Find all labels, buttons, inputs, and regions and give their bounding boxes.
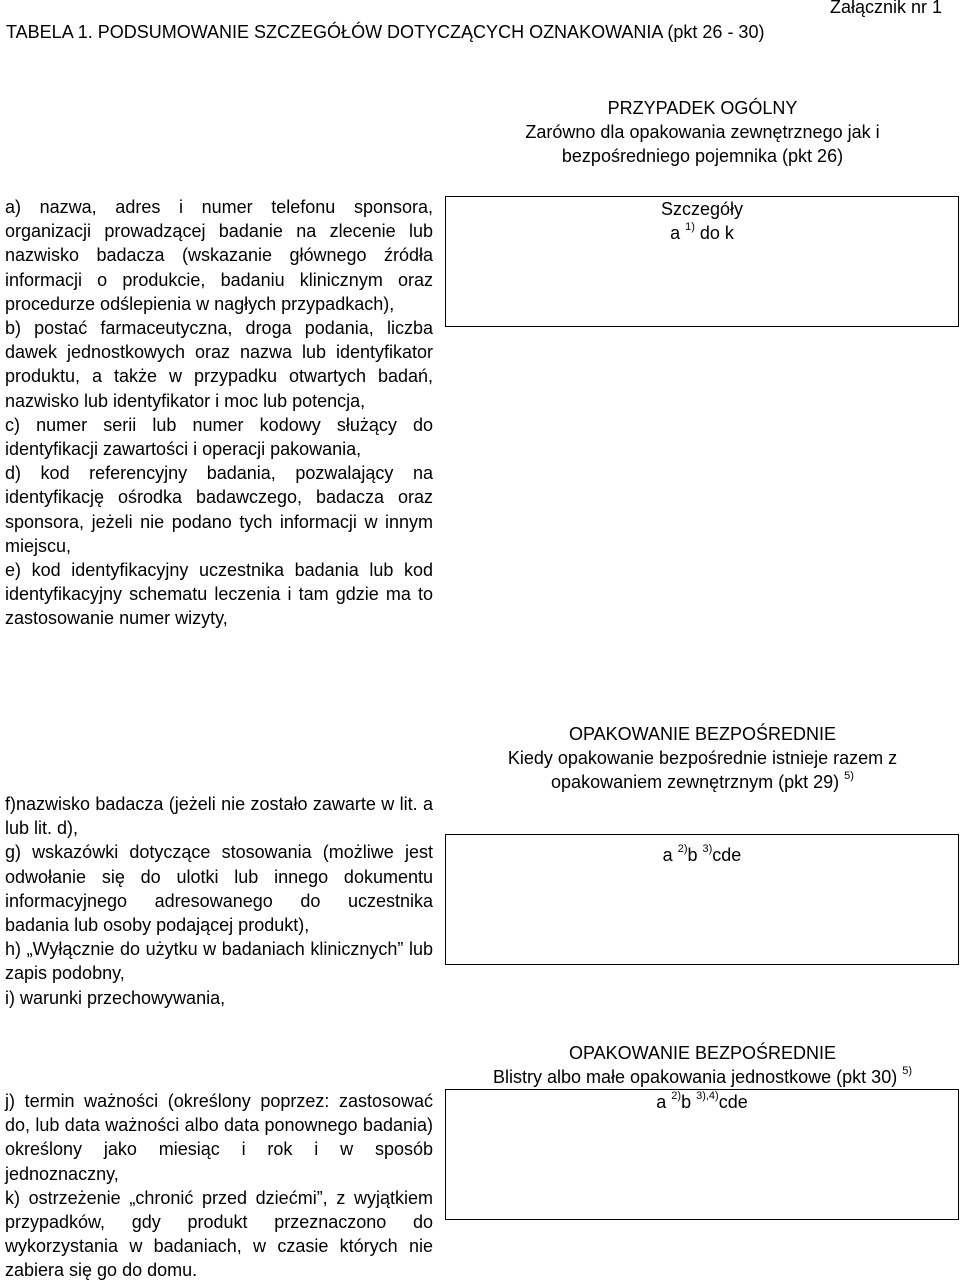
- general-case-items: [5, 195, 433, 631]
- immediate-items: [5, 792, 433, 1010]
- list-item: g) wskazówki dotyczące stosowania (możliwe jest odwołanie się do ulotki lub innego dokumentu informacyjnego adresowanego do uczestnika badania lub osoby podającej produkt),: [5, 842, 433, 936]
- immediate-subheading-2: opakowaniem zewnętrznym (pkt 29) $^{5)}$: [551, 770, 854, 792]
- immediate-heading: OPAKOWANIE BEZPOŚREDNIE: [568, 724, 837, 744]
- annex-label: Załącznik nr 1: [829, 0, 942, 17]
- list-item: e) kod identyfikacyjny uczestnika badania lub kod identyfikacyjny schematu leczenia i tam gdzie ma to zastosowanie numer wizyty,: [5, 560, 433, 629]
- general-case-box: [445, 196, 959, 327]
- list-item: b) postać farmaceutyczna, droga podania, liczba dawek jednostkowych oraz nazwa lub identyfikator produktu, a także w przypadku otwartych badań, nazwisko lub identyfikator i moc lub potencja,: [5, 318, 433, 411]
- immediate-box-content: a $^{2)}$b $^{3)}$cde: [662, 843, 742, 865]
- blister-header: [445, 1041, 960, 1089]
- list-item: d) kod referencyjny badania, pozwalający na identyfikację ośrodka badawczego, badacza oraz sponsora, jeżeli nie podano tych informacji w innym miejscu,: [5, 463, 433, 556]
- blister-subheading-1: Blistry albo małe opakowania jednostkowe (pkt 30) $^{5)}$: [492, 1065, 912, 1087]
- immediate-header: [445, 722, 960, 794]
- immediate-box: [445, 834, 959, 965]
- general-case-header: [445, 96, 960, 168]
- general-case-heading: PRZYPADEK OGÓLNY: [607, 98, 798, 118]
- list-item: a) nazwa, adres i numer telefonu sponsora, organizacji prowadzącej badanie na zlecenie lub nazwisko badacza (wskazanie głównego źródła informacji o produkcie, badaniu klinicznym oraz procedurze odślepienia w nagłych przypadkach),: [5, 197, 433, 314]
- list-item: c) numer serii lub numer kodowy służący do identyfikacji zawartości i operacji pakowania,: [5, 414, 433, 460]
- list-item: i) warunki przechowywania,: [5, 987, 226, 1008]
- blister-heading: OPAKOWANIE BEZPOŚREDNIE: [568, 1043, 837, 1063]
- blister-box: [445, 1089, 959, 1220]
- general-case-subheading-2: bezpośredniego pojemnika (pkt 26): [561, 146, 844, 166]
- immediate-subheading-1: Kiedy opakowanie bezpośrednie istnieje razem z: [507, 748, 898, 768]
- list-item: h) „Wyłącznie do użytku w badaniach klinicznych” lub zapis podobny,: [5, 939, 433, 984]
- list-item: j) termin ważności (określony poprzez: zastosować do, lub data ważności albo data ponownego badania) określony jako miesiąc i rok i w sposób jednoznaczny,: [5, 1091, 433, 1184]
- table-title: TABELA 1. PODSUMOWANIE SZCZEGÓŁÓW DOTYCZĄCYCH OZNAKOWANIA (pkt 26 - 30): [6, 22, 765, 42]
- blister-items: [5, 1089, 433, 1283]
- list-item: f)nazwisko badacza (jeżeli nie zostało zawarte w lit. a lub lit. d),: [5, 794, 433, 839]
- general-case-box-range: a $^{1)}$ do k: [670, 221, 734, 243]
- general-case-subheading-1: Zarówno dla opakowania zewnętrznego jak i: [525, 122, 880, 142]
- list-item: k) ostrzeżenie „chronić przed dziećmi”, z wyjątkiem przypadków, gdy produkt przeznaczono do wykorzystania w badaniach, w czasie których nie zabiera się go do domu.: [5, 1187, 433, 1281]
- blister-box-content: a $^{2)}$b $^{3),4)}$cde: [656, 1090, 748, 1112]
- general-case-box-title: Szczegóły: [660, 199, 744, 219]
